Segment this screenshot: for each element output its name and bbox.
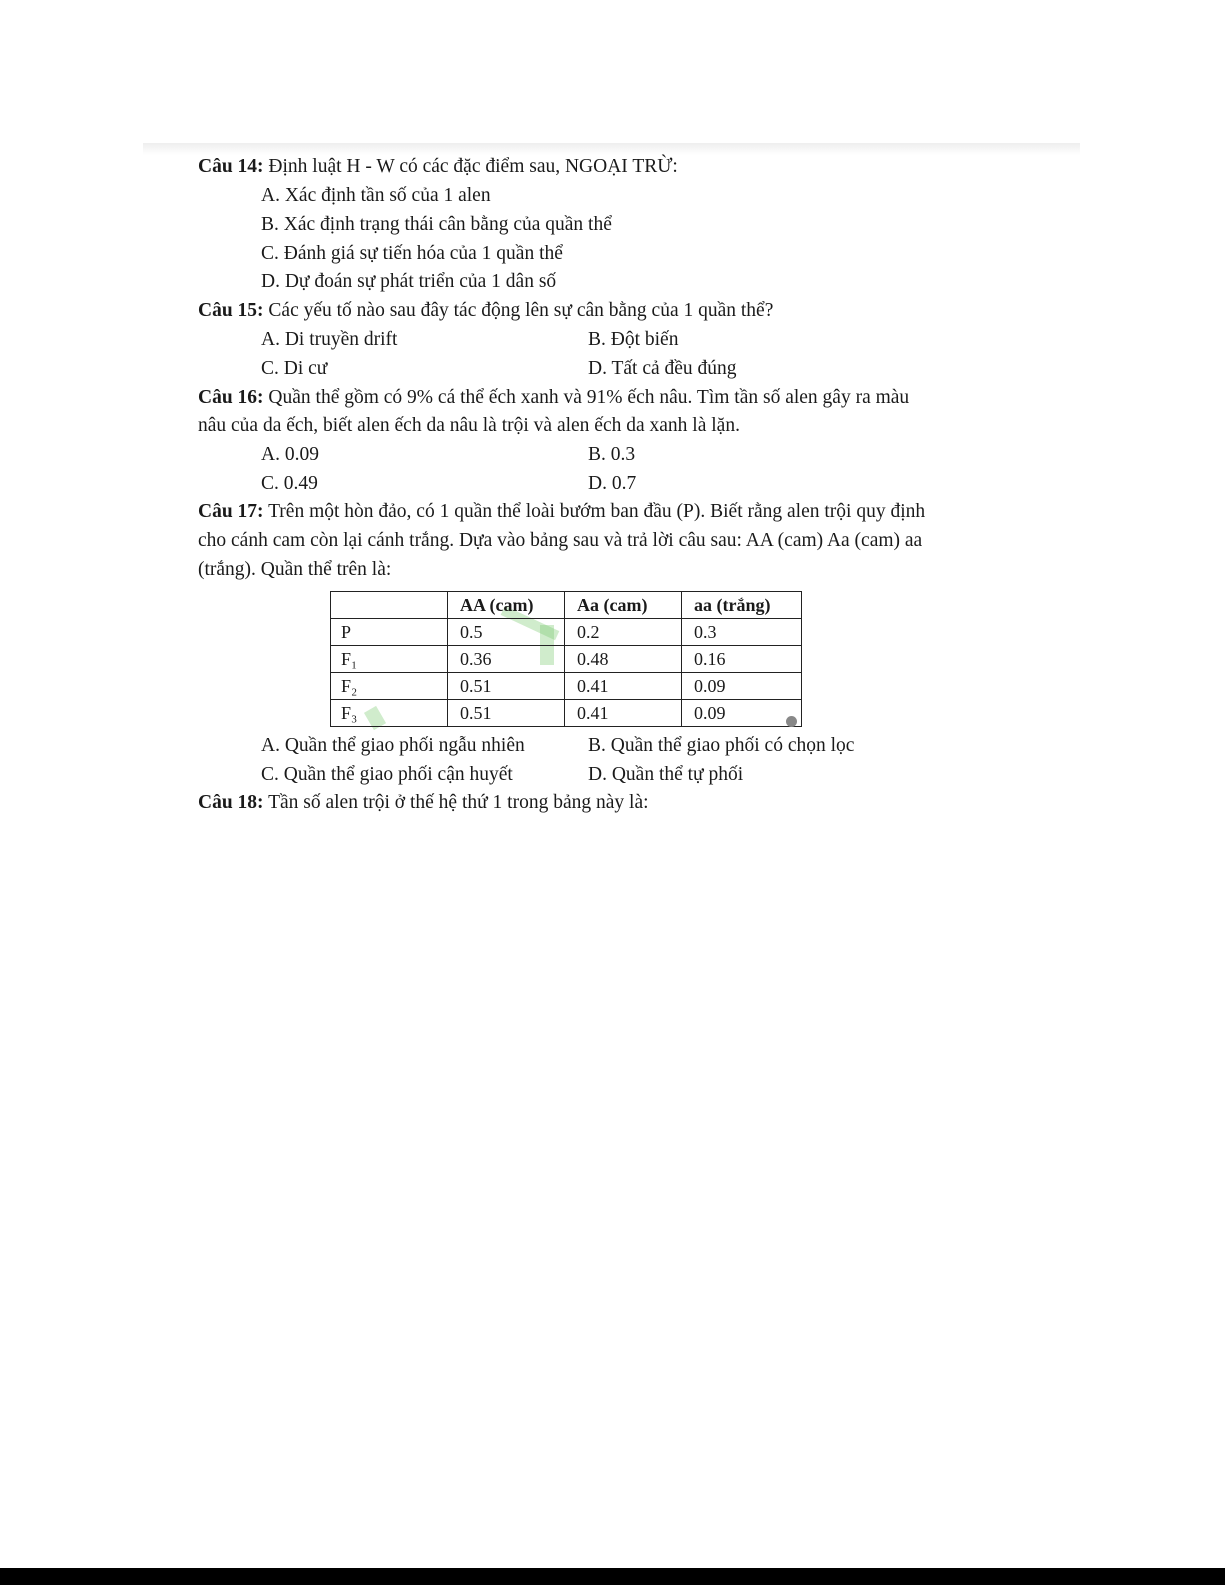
bottom-border xyxy=(0,1568,1225,1585)
q17-option-b: B. Quần thể giao phối có chọn lọc xyxy=(588,735,855,756)
table-row xyxy=(331,619,802,646)
question-17-line-2: cho cánh cam còn lại cánh trắng. Dựa vào bảng sau và trả lời câu sau: AA (cam) Aa (cam) aa xyxy=(198,530,923,551)
table-header-cell: aa (trắng) xyxy=(682,592,802,619)
question-17 xyxy=(198,500,925,524)
image-resize-handle-icon xyxy=(786,716,797,727)
question-label: Câu 15: xyxy=(198,300,264,321)
table-cell: 0.2 xyxy=(565,619,682,646)
q16-option-d: D. 0.7 xyxy=(588,473,637,494)
question-14 xyxy=(198,155,678,179)
table-cell: 0.09 xyxy=(682,700,802,727)
q14-option-a: A. Xác định tần số của 1 alen xyxy=(261,185,491,206)
question-label: Câu 18: xyxy=(198,792,264,813)
table-cell: 0.16 xyxy=(682,646,802,673)
table-cell: 0.48 xyxy=(565,646,682,673)
question-text: Tần số alen trội ở thế hệ thứ 1 trong bảng này là: xyxy=(263,792,649,813)
question-18 xyxy=(198,791,649,815)
q17-option-a: A. Quần thể giao phối ngẫu nhiên xyxy=(261,735,525,756)
table-cell: 0.51 xyxy=(448,673,565,700)
table-header-row xyxy=(331,592,802,619)
q15-option-c: C. Di cư xyxy=(261,358,328,379)
table-header-cell: Aa (cam) xyxy=(565,592,682,619)
table-cell: 0.5 xyxy=(448,619,565,646)
question-15 xyxy=(198,299,773,323)
table-cell: 0.41 xyxy=(565,700,682,727)
page-top-shadow xyxy=(143,143,1080,155)
question-text: Các yếu tố nào sau đây tác động lên sự cân bằng của 1 quần thể? xyxy=(263,300,774,321)
table-cell: 0.51 xyxy=(448,700,565,727)
q15-option-a: A. Di truyền drift xyxy=(261,329,398,350)
question-17-line-3: (trắng). Quần thể trên là: xyxy=(198,559,392,580)
genotype-frequency-table xyxy=(330,591,802,727)
table-cell: 0.3 xyxy=(682,619,802,646)
generation-cell: F₃ xyxy=(331,700,448,727)
generation-cell: P xyxy=(331,619,448,646)
question-label: Câu 14: xyxy=(198,156,264,177)
question-text: Quần thể gồm có 9% cá thể ếch xanh và 91% ếch nâu. Tìm tần số alen gây ra màu xyxy=(263,387,910,408)
generation-cell: F₁ xyxy=(331,646,448,673)
q16-option-c: C. 0.49 xyxy=(261,473,318,494)
q15-option-b: B. Đột biến xyxy=(588,329,679,350)
q14-option-b: B. Xác định trạng thái cân bằng của quần thể xyxy=(261,214,612,235)
question-label: Câu 16: xyxy=(198,387,264,408)
table-row xyxy=(331,700,802,727)
table-header-cell xyxy=(331,592,448,619)
q16-option-a: A. 0.09 xyxy=(261,444,319,465)
q16-option-b: B. 0.3 xyxy=(588,444,636,465)
table-row xyxy=(331,673,802,700)
generation-cell: F₂ xyxy=(331,673,448,700)
question-16 xyxy=(198,386,909,410)
table-header-cell: AA (cam) xyxy=(448,592,565,619)
q14-option-c: C. Đánh giá sự tiến hóa của 1 quần thể xyxy=(261,243,563,264)
table-cell: 0.09 xyxy=(682,673,802,700)
question-label: Câu 17: xyxy=(198,501,264,522)
table-cell: 0.36 xyxy=(448,646,565,673)
question-16-line-2: nâu của da ếch, biết alen ếch da nâu là trội và alen ếch da xanh là lặn. xyxy=(198,415,740,436)
q14-option-d: D. Dự đoán sự phát triển của 1 dân số xyxy=(261,271,557,292)
table-cell: 0.41 xyxy=(565,673,682,700)
question-text: Trên một hòn đảo, có 1 quần thể loài bướm ban đầu (P). Biết rằng alen trội quy định xyxy=(263,501,926,522)
question-text: Định luật H - W có các đặc điểm sau, NGOẠI TRỪ: xyxy=(263,156,678,177)
q15-option-d: D. Tất cả đều đúng xyxy=(588,358,737,379)
q17-option-c: C. Quần thể giao phối cận huyết xyxy=(261,764,513,785)
table-row xyxy=(331,646,802,673)
q17-option-d: D. Quần thể tự phối xyxy=(588,764,744,785)
